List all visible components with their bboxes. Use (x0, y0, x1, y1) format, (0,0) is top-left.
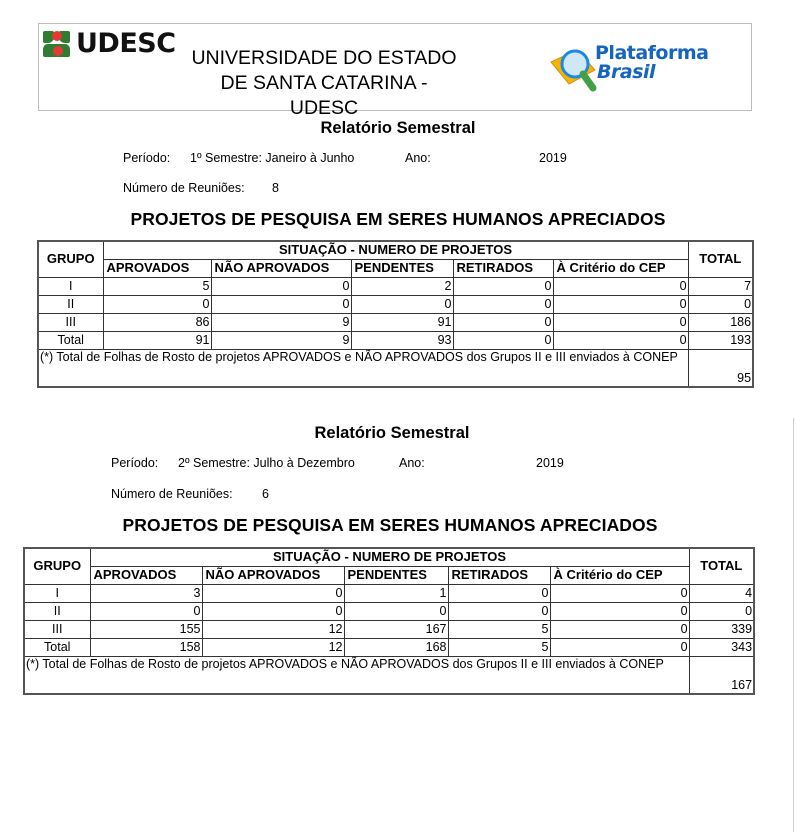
criterio-cep-cell: 0 (550, 602, 689, 620)
nao-aprovados-cell: 12 (202, 638, 344, 656)
report-title-2: Relatório Semestral (314, 424, 470, 442)
nao-aprovados-cell: 9 (211, 331, 351, 349)
retirados-cell: 5 (448, 638, 550, 656)
column-header-criterio-cep: À Critério do CEP (553, 259, 688, 277)
grupo-cell: II (38, 295, 103, 313)
criterio-cep-cell: 0 (553, 331, 688, 349)
aprovados-cell: 3 (90, 584, 202, 602)
table-row (24, 602, 754, 620)
plataforma-logo-line1: Plataforma (595, 42, 709, 64)
retirados-cell: 0 (448, 602, 550, 620)
criterio-cep-cell: 0 (550, 620, 689, 638)
conep-note-row (38, 349, 753, 387)
conep-total-cell: 167 (689, 656, 754, 694)
column-header-pendentes: PENDENTES (351, 259, 453, 277)
column-header-aprovados: APROVADOS (103, 259, 211, 277)
column-header-aprovados: APROVADOS (90, 566, 202, 584)
periodo-label-2: Período: (111, 456, 159, 470)
plataforma-logo-line2: Brasil (597, 61, 656, 83)
report-table-1 (37, 240, 754, 388)
pendentes-cell: 91 (351, 313, 453, 331)
table-row (38, 313, 753, 331)
table-row-total (24, 638, 754, 656)
section-title-1: PROJETOS DE PESQUISA EM SERES HUMANOS APRECIADOS (130, 209, 666, 229)
pendentes-cell: 167 (344, 620, 448, 638)
grupo-cell: Total (38, 331, 103, 349)
nao-aprovados-cell: 0 (202, 602, 344, 620)
aprovados-cell: 155 (90, 620, 202, 638)
column-header-total: TOTAL (689, 548, 754, 584)
total-cell: 0 (689, 602, 754, 620)
udesc-logo (43, 29, 176, 59)
pendentes-cell: 1 (344, 584, 448, 602)
aprovados-cell: 158 (90, 638, 202, 656)
pendentes-cell: 0 (344, 602, 448, 620)
total-cell: 186 (688, 313, 753, 331)
criterio-cep-cell: 0 (553, 313, 688, 331)
criterio-cep-cell: 0 (553, 295, 688, 313)
conep-note: (*) Total de Folhas de Rosto de projetos APROVADOS e NÃO APROVADOS dos Grupos II e III enviados à CONEP (38, 349, 688, 387)
column-header-retirados: RETIRADOS (448, 566, 550, 584)
column-header-pendentes: PENDENTES (344, 566, 448, 584)
retirados-cell: 0 (453, 331, 553, 349)
university-name-line1: UNIVERSIDADE DO ESTADO (191, 47, 457, 69)
ano-label-1: Ano: (405, 151, 431, 165)
total-cell: 0 (688, 295, 753, 313)
nao-aprovados-cell: 12 (202, 620, 344, 638)
section-title-2: PROJETOS DE PESQUISA EM SERES HUMANOS APRECIADOS (122, 515, 658, 535)
grupo-cell: II (24, 602, 90, 620)
column-header-total: TOTAL (688, 241, 753, 277)
periodo-label-1: Período: (123, 151, 171, 165)
column-header-grupo: GRUPO (38, 241, 103, 277)
total-cell: 343 (689, 638, 754, 656)
university-name (189, 46, 459, 121)
udesc-emblem-icon (43, 31, 73, 57)
column-header-nao-aprovados: NÃO APROVADOS (202, 566, 344, 584)
conep-note-row (24, 656, 754, 694)
nao-aprovados-cell: 0 (202, 584, 344, 602)
retirados-cell: 0 (448, 584, 550, 602)
ano-value-2: 2019 (536, 456, 564, 470)
reunioes-label-2: Número de Reuniões: (111, 487, 233, 501)
plataforma-brasil-logo (547, 40, 722, 96)
grupo-cell: Total (24, 638, 90, 656)
periodo-value-2: 2º Semestre: Julho à Dezembro (178, 456, 355, 470)
university-name-line2: DE SANTA CATARINA - UDESC (220, 72, 428, 119)
table-row (38, 295, 753, 313)
conep-note: (*) Total de Folhas de Rosto de projetos APROVADOS e NÃO APROVADOS dos Grupos II e III enviados à CONEP (24, 656, 689, 694)
nao-aprovados-cell: 0 (211, 277, 351, 295)
nao-aprovados-cell: 9 (211, 313, 351, 331)
aprovados-cell: 0 (90, 602, 202, 620)
page-edge-divider (793, 418, 794, 832)
conep-total-cell: 95 (688, 349, 753, 387)
document-header (38, 23, 752, 119)
grupo-cell: I (24, 584, 90, 602)
pendentes-cell: 2 (351, 277, 453, 295)
nao-aprovados-cell: 0 (211, 295, 351, 313)
retirados-cell: 0 (453, 277, 553, 295)
grupo-cell: III (24, 620, 90, 638)
ano-label-2: Ano: (399, 456, 425, 470)
criterio-cep-cell: 0 (550, 638, 689, 656)
pendentes-cell: 0 (351, 295, 453, 313)
periodo-value-1: 1º Semestre: Janeiro à Junho (190, 151, 355, 165)
total-cell: 339 (689, 620, 754, 638)
retirados-cell: 0 (453, 313, 553, 331)
table-row (38, 277, 753, 295)
reunioes-value-1: 8 (272, 181, 279, 195)
ano-value-1: 2019 (539, 151, 567, 165)
table-row (24, 584, 754, 602)
table-row (24, 620, 754, 638)
criterio-cep-cell: 0 (553, 277, 688, 295)
table-row-total (38, 331, 753, 349)
aprovados-cell: 86 (103, 313, 211, 331)
criterio-cep-cell: 0 (550, 584, 689, 602)
report-title-1: Relatório Semestral (320, 119, 476, 137)
retirados-cell: 5 (448, 620, 550, 638)
reunioes-value-2: 6 (262, 487, 269, 501)
column-header-nao-aprovados: NÃO APROVADOS (211, 259, 351, 277)
pendentes-cell: 168 (344, 638, 448, 656)
total-cell: 4 (689, 584, 754, 602)
aprovados-cell: 5 (103, 277, 211, 295)
grupo-cell: III (38, 313, 103, 331)
column-header-retirados: RETIRADOS (453, 259, 553, 277)
aprovados-cell: 0 (103, 295, 211, 313)
pendentes-cell: 93 (351, 331, 453, 349)
udesc-logo-text: UDESC (76, 28, 176, 59)
total-cell: 193 (688, 331, 753, 349)
total-cell: 7 (688, 277, 753, 295)
grupo-cell: I (38, 277, 103, 295)
column-header-situacao: SITUAÇÃO - NUMERO DE PROJETOS (90, 548, 689, 566)
plataforma-brasil-text (595, 44, 708, 82)
aprovados-cell: 91 (103, 331, 211, 349)
column-header-grupo: GRUPO (24, 548, 90, 584)
report-table-2 (23, 547, 755, 695)
column-header-criterio-cep: À Critério do CEP (550, 566, 689, 584)
reunioes-label-1: Número de Reuniões: (123, 181, 245, 195)
column-header-situacao: SITUAÇÃO - NUMERO DE PROJETOS (103, 241, 688, 259)
retirados-cell: 0 (453, 295, 553, 313)
